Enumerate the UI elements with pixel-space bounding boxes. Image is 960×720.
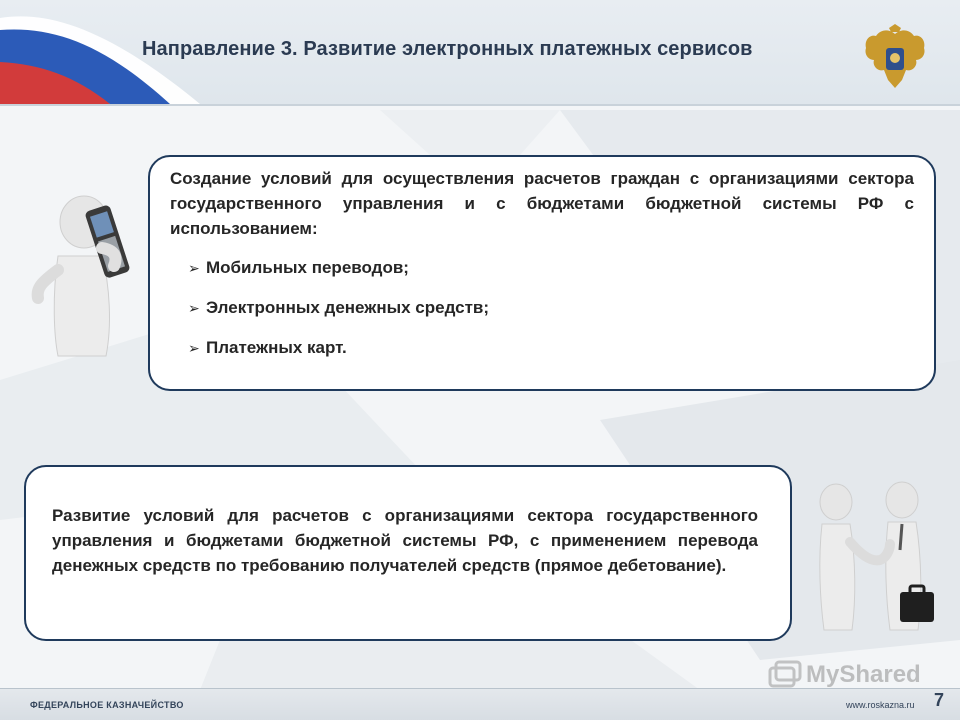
list-item-label: Платежных карт. bbox=[206, 338, 347, 357]
conditions-intro-text: Создание условий для осуществления расчетов граждан с организациями сектора государственного управления и с бюджетами бюджетной системы РФ с использованием: bbox=[170, 169, 914, 238]
arrow-bullet-icon: ➢ bbox=[188, 340, 200, 356]
arrow-bullet-icon: ➢ bbox=[188, 300, 200, 316]
list-item-label: Электронных денежных средств; bbox=[206, 298, 490, 317]
list-item bbox=[188, 256, 489, 296]
person-with-phone-icon bbox=[6, 186, 146, 366]
list-item bbox=[188, 296, 489, 336]
double-headed-eagle-emblem-icon bbox=[862, 24, 928, 94]
watermark-text: MyShared bbox=[806, 661, 921, 688]
list-item-label: Мобильных переводов; bbox=[206, 258, 409, 277]
page-number: 7 bbox=[934, 690, 945, 710]
footer-organization: ФЕДЕРАЛЬНОЕ КАЗНАЧЕЙСТВО bbox=[30, 700, 184, 710]
page-title: Направление 3. Развитие электронных платежных сервисов bbox=[142, 38, 753, 60]
arrow-bullet-icon: ➢ bbox=[188, 260, 200, 276]
payment-methods-list bbox=[188, 256, 489, 376]
myshared-logo-icon bbox=[768, 660, 804, 690]
handshake-figures-icon bbox=[800, 480, 950, 640]
direct-debit-text: Развитие условий для расчетов с организациями сектора государственного управления и бюджетами бюджетной системы РФ, с применением перевода денежных средств по требованию получателей средств (прямое дебетование). bbox=[52, 506, 758, 575]
list-item bbox=[188, 336, 489, 376]
footer-website-link[interactable]: www.roskazna.ru bbox=[846, 700, 915, 710]
